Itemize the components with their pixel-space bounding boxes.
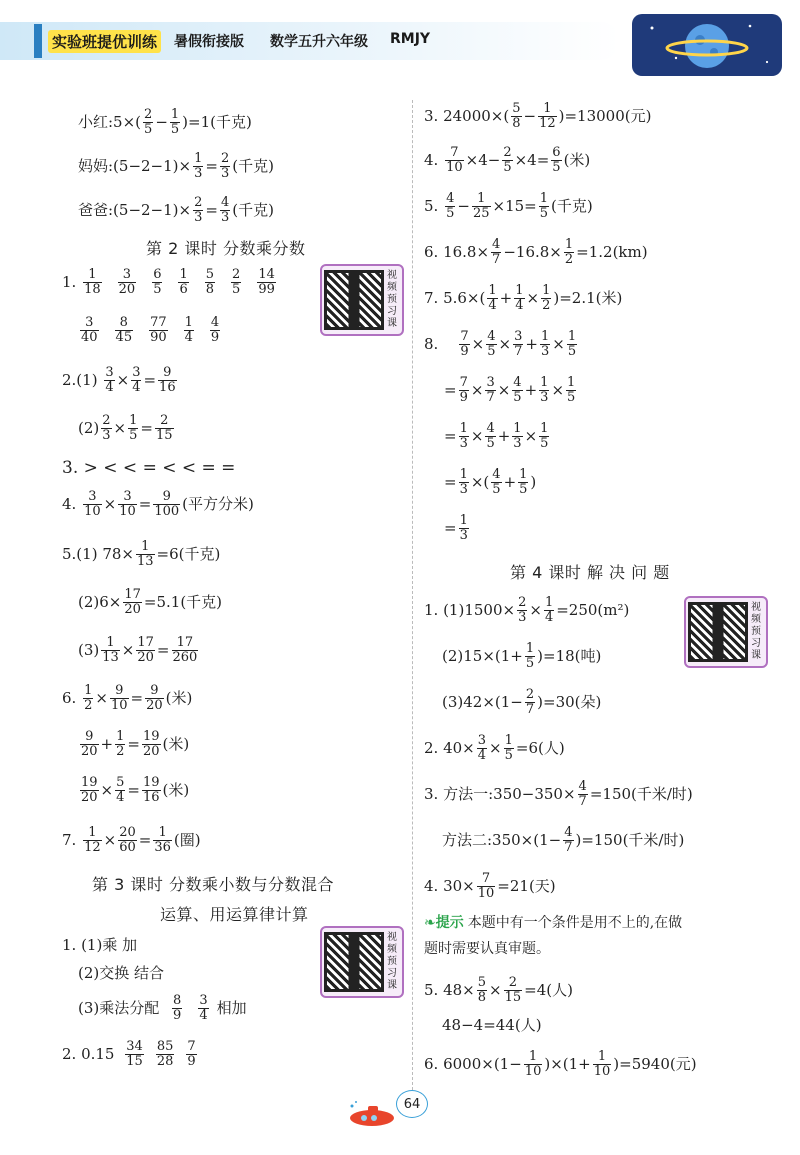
method2-label: 方法二:350×	[442, 831, 534, 850]
fraction: $\frac{1}{5}$	[567, 329, 577, 360]
fraction: $\frac{3}{4}$	[199, 993, 208, 1024]
r-l4-q5-line2	[442, 1018, 542, 1033]
fraction: $\frac{4}{7}$	[578, 779, 587, 810]
xiaohong-line: 小红:5×( $\frac{2}{5}$ − $\frac{1}{5}$ )=1(千克)	[78, 107, 252, 138]
fraction: $\frac{3}{20}$	[118, 267, 136, 298]
fraction: $\frac{4}{5}$	[486, 421, 495, 452]
q2-line1: 2.(1) $\frac{3}{4}$ × $\frac{3}{4}$ = $\frac{9}{16}$	[62, 365, 176, 396]
q1-row2	[78, 316, 222, 346]
fraction: $\frac{4}{9}$	[210, 315, 220, 346]
fraction: $\frac{1}{18}$	[84, 267, 101, 298]
fraction: $\frac{2}{7}$	[525, 687, 535, 718]
fraction: $\frac{1}{2}$	[542, 283, 551, 314]
edition-label: 暑假衔接版	[174, 34, 244, 50]
fraction: $\frac{1}{10}$	[524, 1049, 542, 1080]
lesson3-heading-1: 第 3 课时 分数乘小数与分数混合	[92, 875, 334, 894]
q3-line: 3. > < < = < < = =	[62, 458, 236, 478]
fraction: $\frac{4}{5}$	[492, 467, 501, 498]
fraction: $\frac{9}{20}$	[81, 729, 98, 760]
fraction: $\frac{1}{3}$	[540, 375, 549, 406]
l3-q1-text: (2)交换 结合	[78, 964, 165, 982]
fraction: $\frac{17}{20}$	[137, 635, 154, 666]
r5-line: 5. $\frac{4}{5}$ − $\frac{1}{25}$ ×15= $\frac{1}{5}$ (千克)	[424, 191, 593, 222]
lesson4-heading: 第 4 课时 解 决 问 题	[510, 563, 670, 582]
series-title: 实验班提优训练	[48, 30, 161, 53]
mama-line: 妈妈:(5−2−1)× $\frac{1}{3}$ = $\frac{2}{3}$ (千克)	[78, 151, 274, 182]
q1-row1	[62, 268, 278, 298]
r-l4-q2-line: 2. 40× $\frac{3}{4}$ × $\frac{1}{5}$ =6(人)	[424, 733, 565, 764]
fraction: $\frac{1}{4}$	[515, 283, 524, 314]
fraction: $\frac{1}{5}$	[539, 191, 549, 222]
qr-code-image	[688, 602, 748, 662]
hint-text: 本题中有一个条件是用不上的,在做	[467, 915, 683, 931]
fraction: $\frac{5}{4}$	[116, 775, 125, 806]
q2-line2: (2) $\frac{2}{3}$ × $\frac{1}{5}$ = $\frac{2}{15}$	[78, 413, 173, 444]
logo-bar	[34, 24, 42, 58]
qr-code-image	[324, 932, 384, 992]
fraction: $\frac{2}{3}$	[220, 151, 230, 182]
fraction: $\frac{4}{3}$	[220, 195, 230, 226]
l3-q1-tail: 相加	[216, 999, 247, 1018]
q3-symbols: > < < = < < = =	[83, 458, 236, 478]
fraction: $\frac{1}{3}$	[459, 467, 468, 498]
q6-line1: 6. $\frac{1}{2}$ × $\frac{9}{10}$ = $\frac{9}{20}$ (米)	[62, 683, 193, 714]
fraction: $\frac{17}{260}$	[172, 635, 198, 666]
fraction: $\frac{4}{5}$	[446, 191, 455, 222]
r8-line3: = $\frac{1}{3}$ × $\frac{4}{5}$ + $\frac{1}{3}$ × $\frac{1}{5}$	[444, 421, 549, 452]
fraction: $\frac{4}{7}$	[492, 237, 501, 268]
fraction: $\frac{9}{20}$	[146, 683, 163, 714]
fraction: $\frac{8}{9}$	[173, 993, 182, 1024]
fraction: $\frac{1}{25}$	[472, 191, 490, 222]
qr-label: 视 频 预 习 课	[387, 932, 397, 991]
fraction: $\frac{1}{2}$	[116, 729, 125, 760]
qr-code-lesson4[interactable]	[684, 596, 768, 668]
fraction: $\frac{1}{3}$	[459, 421, 468, 452]
fraction: $\frac{1}{13}$	[136, 539, 154, 570]
fraction: $\frac{5}{8}$	[477, 975, 487, 1006]
r4-line: 4. $\frac{7}{10}$ ×4− $\frac{2}{5}$ ×4= $\frac{6}{5}$ (米)	[424, 145, 591, 176]
fraction: $\frac{7}{10}$	[446, 145, 463, 176]
code-label: RMJY	[390, 31, 431, 47]
fraction: $\frac{2}{3}$	[194, 195, 203, 226]
qr-label: 视 频 预 习 课	[387, 270, 397, 329]
page-header	[0, 0, 800, 80]
fraction: $\frac{2}{5}$	[503, 145, 512, 176]
fraction: $\frac{3}{10}$	[119, 489, 136, 520]
l3-q1-text: (3)乘法分配	[78, 999, 160, 1018]
submarine-icon	[344, 1098, 400, 1128]
q4-line: 4. $\frac{3}{10}$ × $\frac{3}{10}$ = $\frac{9}{100}$ (平方分米)	[62, 489, 254, 520]
fraction: $\frac{1}{5}$	[540, 421, 549, 452]
fraction: $\frac{7}{9}$	[460, 329, 469, 360]
column-divider	[412, 100, 413, 1090]
fraction: $\frac{9}{10}$	[110, 683, 128, 714]
fraction: $\frac{2}{3}$	[102, 413, 111, 444]
q5-line3: (3) $\frac{1}{13}$ × $\frac{17}{20}$ = $\frac{17}{260}$	[78, 635, 198, 666]
lesson2-heading: 第 2 课时 分数乘分数	[146, 239, 306, 258]
fraction: $\frac{6}{5}$	[552, 145, 561, 176]
baba-label: 爸爸:(5−2−1)×	[78, 201, 192, 220]
q1-number: 1.	[62, 273, 82, 292]
fraction: $\frac{1}{3}$	[194, 151, 203, 182]
fraction: $\frac{7}{9}$	[187, 1039, 196, 1070]
method1-label: 方法一:350−350×	[443, 785, 576, 804]
fraction: $\frac{1}{3}$	[513, 421, 522, 452]
q5-line1: 5.(1) 78× $\frac{1}{13}$ =6(千克)	[62, 539, 221, 570]
fraction: $\frac{1}{6}$	[179, 267, 188, 298]
r-l4-q6-line: 6. 6000×(1− $\frac{1}{10}$ )×(1+ $\frac{1}{10}$ )=5940(元)	[424, 1049, 697, 1080]
fraction: $\frac{17}{20}$	[124, 587, 141, 618]
r8-line5: = $\frac{1}{3}$	[444, 513, 468, 544]
q6-line3: $\frac{19}{20}$ × $\frac{5}{4}$ = $\frac{19}{16}$ (米)	[81, 775, 190, 806]
fraction: $\frac{34}{15}$	[126, 1039, 143, 1070]
page-number: 64	[396, 1090, 428, 1118]
fraction: $\frac{1}{36}$	[154, 825, 171, 856]
fraction: $\frac{1}{5}$	[170, 107, 180, 138]
r3-line: 3. 24000×( $\frac{5}{8}$ − $\frac{1}{12}$ )=13000(元)	[424, 101, 652, 132]
fraction: $\frac{1}{4}$	[184, 315, 193, 346]
r8-line1: 8. $\frac{7}{9}$ × $\frac{4}{5}$ × $\frac{3}{7}$ + $\frac{1}{3}$ × $\frac{1}{5}$	[424, 329, 577, 360]
fraction: $\frac{9}{100}$	[154, 489, 180, 520]
fraction: $\frac{4}{7}$	[564, 825, 573, 856]
q7-line: 7. $\frac{1}{12}$ × $\frac{20}{60}$ = $\frac{1}{36}$ (圈)	[62, 825, 201, 856]
baba-line: 爸爸:(5−2−1)× $\frac{2}{3}$ = $\frac{4}{3}$ (千克)	[78, 195, 274, 226]
fraction: $\frac{85}{28}$	[156, 1039, 174, 1070]
fraction: $\frac{3}{10}$	[84, 489, 101, 520]
fraction: $\frac{14}{99}$	[258, 267, 275, 298]
fraction: $\frac{5}{8}$	[205, 267, 215, 298]
fraction: $\frac{1}{5}$	[519, 467, 528, 498]
fraction: $\frac{1}{4}$	[488, 283, 497, 314]
fraction: $\frac{6}{5}$	[153, 267, 162, 298]
fraction: $\frac{7}{9}$	[459, 375, 468, 406]
fraction: $\frac{1}{13}$	[102, 635, 119, 666]
qr-code-lesson2[interactable]	[320, 264, 404, 336]
fraction: $\frac{3}{7}$	[514, 329, 523, 360]
xiaohong-label: 小红:5×(	[78, 113, 142, 132]
q5-line2: (2)6× $\frac{17}{20}$ =5.1(千克)	[78, 587, 223, 618]
fraction: $\frac{1}{5}$	[504, 733, 513, 764]
hint-line1	[424, 916, 682, 930]
hint-tag: 提示	[435, 915, 464, 931]
r-l4-q4-line: 4. 30× $\frac{7}{10}$ =21(天)	[424, 871, 556, 902]
r-l4-q1-line1: 1. (1)1500× $\frac{2}{3}$ × $\frac{1}{4}$ =250(m²)	[424, 595, 630, 626]
fraction: $\frac{1}{3}$	[459, 513, 468, 544]
qr-code-image	[324, 270, 384, 330]
qr-code-lesson3[interactable]	[320, 926, 404, 998]
r8-line2: = $\frac{7}{9}$ × $\frac{3}{7}$ × $\frac{4}{5}$ + $\frac{1}{3}$ × $\frac{1}{5}$	[444, 375, 576, 406]
r5-line2-text: 48−4=44(人)	[442, 1016, 542, 1034]
l3-q2-line	[62, 1040, 203, 1070]
r-l4-q5-line1: 5. 48× $\frac{5}{8}$ × $\frac{2}{15}$ =4(人)	[424, 975, 573, 1006]
fraction: $\frac{3}{7}$	[486, 375, 495, 406]
qr-label: 视 频 预 习 课	[751, 602, 761, 661]
r-l4-q1-line2: (2)15×(1+ $\frac{1}{5}$ )=18(吨)	[442, 641, 602, 672]
fraction: $\frac{3}{4}$	[105, 365, 114, 396]
fraction: $\frac{1}{5}$	[567, 375, 576, 406]
fraction: $\frac{2}{5}$	[144, 107, 153, 138]
r8-line4: = $\frac{1}{3}$ ×( $\frac{4}{5}$ + $\frac{1}{5}$ )	[444, 467, 537, 498]
l3-q1-line2	[78, 966, 164, 981]
fraction: $\frac{1}{2}$	[564, 237, 574, 268]
planet-illustration	[632, 14, 782, 76]
l3-q1-line3	[78, 994, 247, 1024]
fraction: $\frac{77}{90}$	[150, 315, 167, 346]
hint-leaf-icon: ❧	[424, 915, 436, 931]
r6-line: 6. 16.8× $\frac{4}{7}$ −16.8× $\frac{1}{2}$ =1.2(km)	[424, 237, 648, 268]
q6-line2: $\frac{9}{20}$ + $\frac{1}{2}$ = $\frac{19}{20}$ (米)	[81, 729, 190, 760]
fraction: $\frac{9}{16}$	[159, 365, 176, 396]
fraction: $\frac{2}{15}$	[155, 413, 173, 444]
fraction: $\frac{8}{45}$	[115, 315, 133, 346]
fraction: $\frac{2}{3}$	[518, 595, 527, 626]
fraction: $\frac{1}{12}$	[84, 825, 101, 856]
fraction: $\frac{5}{8}$	[512, 101, 521, 132]
l3-q2-text: 2. 0.15	[62, 1045, 115, 1064]
r7-line: 7. 5.6×( $\frac{1}{4}$ + $\frac{1}{4}$ × $\frac{1}{2}$ )=2.1(米)	[424, 283, 623, 314]
fraction: $\frac{1}{12}$	[539, 101, 556, 132]
r-l4-q3-line1: 3. 方法一:350−350× $\frac{4}{7}$ =150(千米/时)	[424, 779, 693, 810]
fraction: $\frac{2}{15}$	[504, 975, 522, 1006]
fraction: $\frac{19}{20}$	[81, 775, 98, 806]
fraction: $\frac{1}{5}$	[129, 413, 138, 444]
subject-label: 数学五升六年级	[270, 34, 368, 50]
fraction: $\frac{1}{5}$	[525, 641, 535, 672]
fraction: $\frac{1}{10}$	[593, 1049, 611, 1080]
fraction: $\frac{3}{40}$	[81, 315, 98, 346]
fraction: $\frac{1}{2}$	[84, 683, 93, 714]
fraction: $\frac{1}{4}$	[544, 595, 554, 626]
mama-label: 妈妈:(5−2−1)×	[78, 157, 192, 176]
fraction: $\frac{4}{5}$	[487, 329, 496, 360]
fraction: $\frac{4}{5}$	[513, 375, 522, 406]
fraction: $\frac{2}{5}$	[232, 267, 241, 298]
r-l4-q1-line3: (3)42×(1− $\frac{2}{7}$ )=30(朵)	[442, 687, 602, 718]
l3-q1-text: 1. (1)乘 加	[62, 936, 138, 954]
fraction: $\frac{20}{60}$	[119, 825, 136, 856]
r-l4-q3-line2: 方法二:350× (1− $\frac{4}{7}$ )=150(千米/时)	[442, 825, 685, 856]
fraction: $\frac{19}{16}$	[142, 775, 160, 806]
fraction: $\frac{7}{10}$	[477, 871, 495, 902]
hint-line2	[424, 942, 550, 956]
hint-text: 题时需要认真审题。	[424, 941, 550, 957]
l3-q1-line1	[62, 938, 137, 953]
fraction: $\frac{3}{4}$	[132, 365, 141, 396]
fraction: $\frac{19}{20}$	[142, 729, 160, 760]
fraction: $\frac{3}{4}$	[477, 733, 487, 764]
fraction: $\frac{1}{3}$	[540, 329, 550, 360]
lesson3-heading-2: 运算、用运算律计算	[160, 905, 309, 924]
